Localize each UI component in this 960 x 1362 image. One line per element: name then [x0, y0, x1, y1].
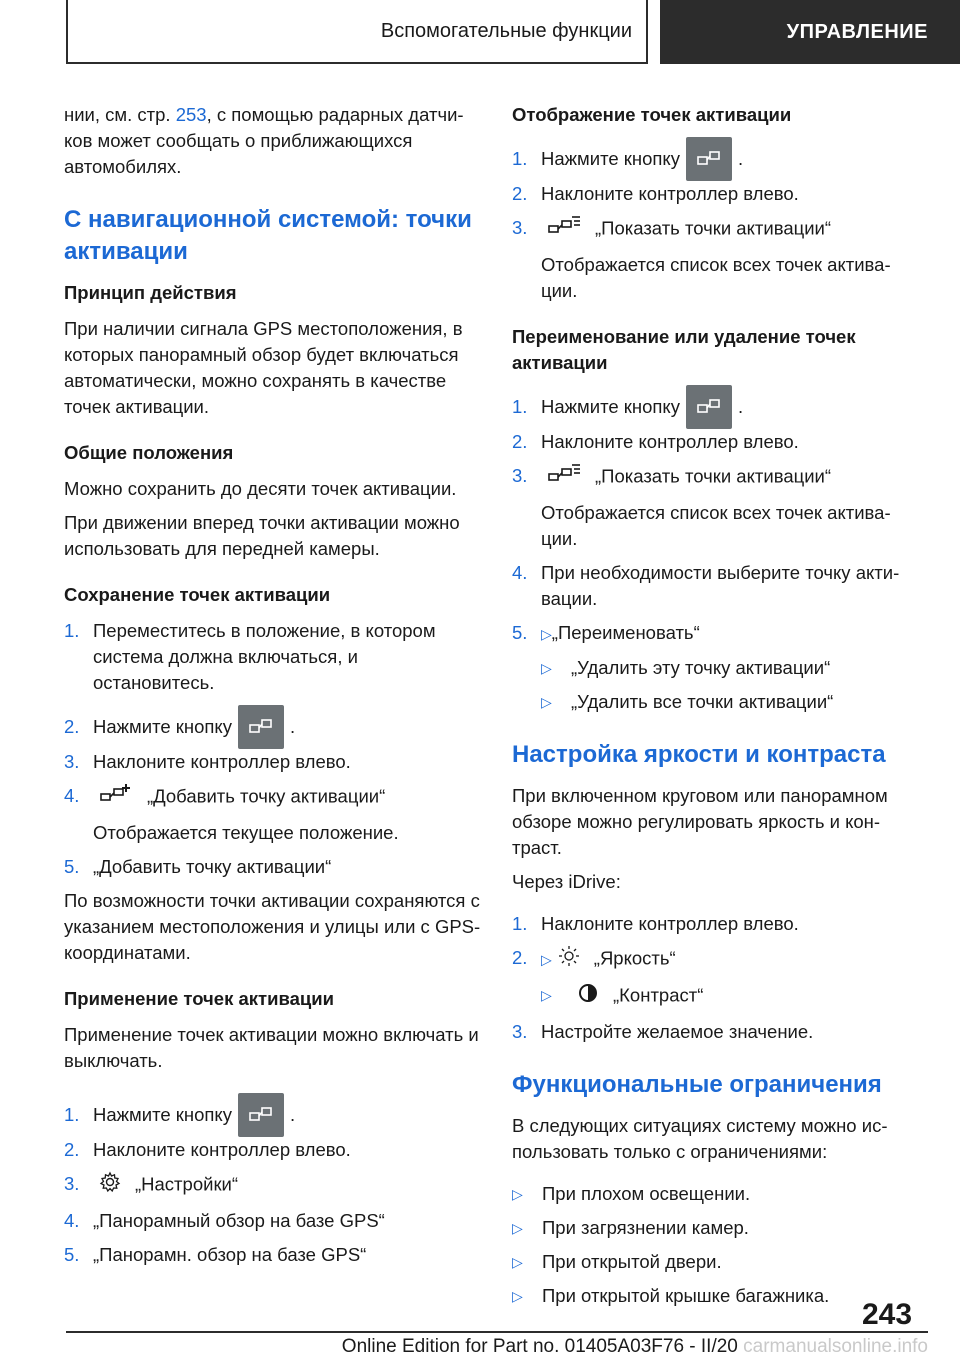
triangle-bullet-icon: ▷: [512, 1220, 523, 1237]
list-item-note: Отображается список всех точек актива-ции.: [541, 254, 891, 302]
list-item: ▷ При загрязнении камер.: [512, 1215, 922, 1241]
brightness-via: Через iDrive:: [512, 871, 621, 893]
list-item: ▷ „Удалить эту точку активации“: [512, 655, 922, 681]
list-points-icon: [547, 215, 581, 244]
triangle-bullet-icon: ▷: [541, 660, 552, 677]
list-item: ▷ При плохом освещении.: [512, 1181, 922, 1207]
brightness-text: При включенном круговом или панорамном обзоре можно регулировать яркость и кон-траст.: [512, 785, 888, 859]
page-number: 243: [862, 1298, 913, 1331]
heading-rename: Переименование или удаление точек активации: [512, 326, 856, 374]
triangle-bullet-icon: ▷: [541, 987, 552, 1004]
triangle-bullet-icon: ▷: [541, 694, 552, 711]
list-item: ▷ „Удалить все точки активации“: [512, 689, 922, 715]
right-column: [512, 102, 922, 1317]
intro-paragraph: нии, см. стр. 253, с помощью радарных датчи-ков может сообщать о приближающихся автомобилях.: [64, 104, 464, 177]
page-link[interactable]: 253: [175, 104, 207, 125]
list-item: 1. Нажмите кнопку .: [512, 394, 922, 421]
gear-icon: [99, 1171, 121, 1200]
list-item: 3. Наклоните контроллер влево.: [64, 751, 351, 773]
camera-button-icon: [686, 385, 732, 429]
list-item: 4. „Добавить точку активации“: [64, 783, 482, 812]
apply-text: Применение точек активации можно включать и выключать.: [64, 1024, 479, 1072]
list-item: 5. „Панорамн. обзор на базе GPS“: [64, 1244, 367, 1266]
list-item: 1. Наклоните контроллер влево.: [512, 913, 799, 935]
triangle-bullet-icon: ▷: [512, 1254, 523, 1271]
list-item: 5. „Добавить точку активации“: [64, 856, 332, 878]
list-item: ▷ При открытой крышке багажника.: [512, 1283, 922, 1309]
list-item: 3. „Настройки“: [64, 1171, 482, 1200]
limits-text: В следующих ситуациях систему можно ис-пользовать только с ограничениями:: [512, 1115, 888, 1163]
list-item: 1. Переместитесь в положение, в котором система должна включаться, и остановитесь.: [64, 620, 436, 693]
header-chapter: УПРАВЛЕНИЕ: [660, 0, 960, 64]
camera-button-icon: [238, 1093, 284, 1137]
principle-text: При наличии сигнала GPS местоположения, в которых панорамный обзор будет включаться автоматически, можно сохранять в качестве точек активации.: [64, 318, 463, 417]
list-points-icon: [547, 463, 581, 492]
triangle-bullet-icon: ▷: [512, 1288, 523, 1305]
list-item: 2. Наклоните контроллер влево.: [512, 183, 799, 205]
list-item: 2. Нажмите кнопку .: [64, 714, 482, 741]
list-item: 2. Наклоните контроллер влево.: [512, 431, 799, 453]
camera-button-icon: [686, 137, 732, 181]
heading-general: Общие положения: [64, 442, 234, 463]
heading-principle: Принцип действия: [64, 282, 237, 303]
heading-apply: Применение точек активации: [64, 988, 334, 1010]
list-item-note: Отображается текущее положение.: [93, 822, 399, 844]
heading-limits: Функциональные ограничения: [512, 1071, 882, 1099]
left-column: [64, 102, 482, 1276]
list-item: 1. Нажмите кнопку .: [512, 146, 922, 173]
heading-nav: С навигационной системой: точки активации: [64, 206, 472, 265]
contrast-icon: [577, 982, 599, 1011]
triangle-bullet-icon: ▷: [541, 951, 552, 968]
add-point-icon: [99, 783, 133, 812]
triangle-bullet-icon: ▷: [541, 626, 552, 643]
list-item-note: Отображается список всех точек актива-ции.: [541, 502, 891, 550]
heading-show: Отображение точек активации: [512, 104, 792, 125]
list-item: ▷ При открытой двери.: [512, 1249, 922, 1275]
list-item: 3. „Показать точки активации“: [512, 215, 922, 244]
list-item: 5. ▷„Переименовать“: [512, 622, 700, 644]
triangle-bullet-icon: ▷: [512, 1186, 523, 1203]
footer-edition: Online Edition for Part no. 01405A03F76 - II/20 carmanualsonline.info: [341, 1336, 928, 1357]
heading-brightness: Настройка яркости и контраста: [512, 741, 886, 769]
list-item: 2. Наклоните контроллер влево.: [64, 1139, 351, 1161]
list-item: 4. При необходимости выберите точку акти-вации.: [512, 562, 900, 610]
brightness-icon: [558, 945, 580, 974]
list-item: 4. „Панорамный обзор на базе GPS“: [64, 1210, 385, 1232]
list-item: 2. ▷ „Яркость“: [512, 945, 922, 974]
save-note: По возможности точки активации сохраняются с указанием местоположения и улицы или с GPS-координатами.: [64, 890, 481, 964]
header-section: Вспомогательные функции: [66, 0, 648, 64]
heading-save: Сохранение точек активации: [64, 584, 331, 605]
list-item: ▷ „Контраст“: [512, 982, 922, 1011]
list-item: 3. Настройте желаемое значение.: [512, 1021, 814, 1043]
watermark: carmanualsonline.info: [743, 1336, 928, 1357]
list-item: 1. Нажмите кнопку .: [64, 1102, 482, 1129]
general-text-1: Можно сохранить до десяти точек активации.: [64, 478, 457, 499]
camera-button-icon: [238, 705, 284, 749]
footer-divider: [66, 1331, 928, 1333]
list-item: 3. „Показать точки активации“: [512, 463, 922, 492]
general-text-2: При движении вперед точки активации можно использовать для передней камеры.: [64, 512, 460, 559]
